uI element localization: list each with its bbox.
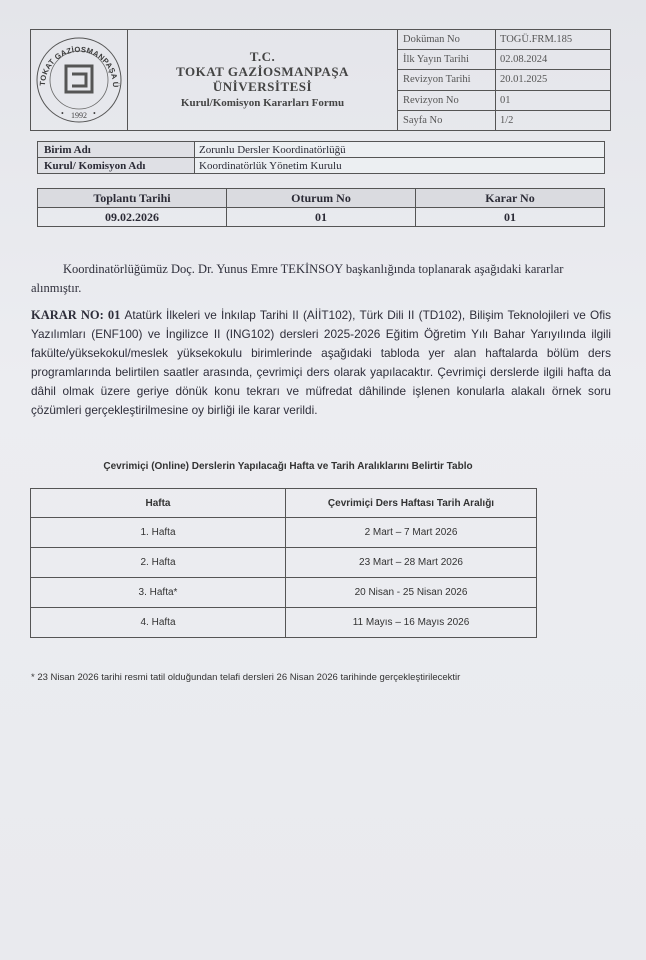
meta-key: Revizyon No — [398, 90, 496, 110]
session-number-value: 01 — [227, 208, 416, 227]
footnote: * 23 Nisan 2026 tarihi resmi tatil olduğundan telafi dersleri 26 Nisan 2026 tarihinde gerçekleştirilecektir — [31, 672, 461, 683]
meta-value: 02.08.2024 — [496, 50, 611, 70]
table-caption: Çevrimiçi (Online) Derslerin Yapılacağı Hafta ve Tarih Aralıklarını Belirtir Tablo — [103, 461, 473, 472]
date-range-cell: 11 Mayıs – 16 Mayıs 2026 — [286, 608, 537, 638]
decision-paragraph — [31, 306, 611, 420]
decision-text: Atatürk İlkeleri ve İnkılap Tarihi II (AİİT102), Türk Dili II (TD102), Bilişim Teknolojileri ve Ofis Yazılımları (ENF100) ve İngilizce II (ING102) dersleri 2025-2026 Eğitim Öğretim Yılı Bahar Yarıyılında ilgili fakülte/yüksekokul/meslek yüksekokulu birimlerinde aşağıdaki tabloda yer alan haftalarda bölüm ders programlarında belirtilen saatler arasında, çevrimiçi ders olarak yapılacaktır. Çevrimiçi derslerde ilgili hafta da dâhil olmak üzere geriye dönük konu tekrarı ve müfredat dâhilinde işlenen konularla alakalı örnek soru çözümleri gerçekleştirilmesine oy birliği ile karar verildi. — [31, 308, 612, 417]
date-range-cell: 20 Nisan - 25 Nisan 2026 — [286, 578, 537, 608]
date-range-cell: 23 Mart – 28 Mart 2026 — [286, 548, 537, 578]
meta-key: Revizyon Tarihi — [398, 70, 496, 90]
svg-text:TOKAT GAZİOSMANPAŞA ÜNİVERSİTE — [31, 30, 120, 88]
online-weeks-table — [30, 488, 537, 638]
decision-number-label: Karar No — [416, 189, 605, 208]
week-cell: 3. Hafta* — [31, 578, 286, 608]
meeting-info-table — [37, 188, 605, 227]
column-header-week: Hafta — [31, 489, 286, 518]
meta-key: İlk Yayın Tarihi — [398, 50, 496, 70]
meta-value: 1/2 — [496, 110, 611, 130]
meta-value: 01 — [496, 90, 611, 110]
meta-key: Doküman No — [398, 30, 496, 50]
committee-value: Koordinatörlük Yönetim Kurulu — [195, 158, 605, 174]
week-cell: 1. Hafta — [31, 518, 286, 548]
meeting-date-value: 09.02.2026 — [38, 208, 227, 227]
unit-value: Zorunlu Dersler Koordinatörlüğü — [195, 142, 605, 158]
meta-key: Sayfa No — [398, 110, 496, 130]
intro-paragraph: Koordinatörlüğümüz Doç. Dr. Yunus Emre TEKİNSOY başkanlığında toplanarak aşağıdaki kararlar alınmıştır. — [31, 262, 564, 295]
university-name-line2: ÜNİVERSİTESİ — [212, 79, 313, 94]
university-logo-cell — [31, 30, 128, 131]
week-cell: 2. Hafta — [31, 548, 286, 578]
unit-label: Birim Adı — [38, 142, 195, 158]
table-row — [31, 518, 537, 548]
svg-text:•: • — [61, 109, 64, 118]
table-row — [31, 578, 537, 608]
form-title-cell — [128, 30, 398, 131]
meta-value: 20.01.2025 — [496, 70, 611, 90]
university-name-line1: TOKAT GAZİOSMANPAŞA — [176, 64, 349, 79]
session-number-label: Oturum No — [227, 189, 416, 208]
seal-ring-text: TOKAT GAZİOSMANPAŞA Ü — [37, 44, 121, 88]
university-seal-icon — [31, 30, 127, 125]
week-cell: 4. Hafta — [31, 608, 286, 638]
decision-label: KARAR NO: 01 — [31, 308, 121, 322]
column-header-date-range: Çevrimiçi Ders Haftası Tarih Aralığı — [286, 489, 537, 518]
meeting-date-label: Toplantı Tarihi — [38, 189, 227, 208]
seal-year: 1992 — [71, 111, 87, 120]
form-name: Kurul/Komisyon Kararları Formu — [180, 97, 345, 109]
table-row — [31, 608, 537, 638]
decision-number-value: 01 — [416, 208, 605, 227]
committee-label: Kurul/ Komisyon Adı — [38, 158, 195, 174]
unit-info-table — [37, 141, 605, 174]
svg-text:•: • — [93, 109, 96, 118]
date-range-cell: 2 Mart – 7 Mart 2026 — [286, 518, 537, 548]
table-row — [31, 548, 537, 578]
meta-value: TOGÜ.FRM.185 — [496, 30, 611, 50]
tc-heading: T.C. — [249, 49, 276, 64]
form-header — [30, 29, 611, 131]
